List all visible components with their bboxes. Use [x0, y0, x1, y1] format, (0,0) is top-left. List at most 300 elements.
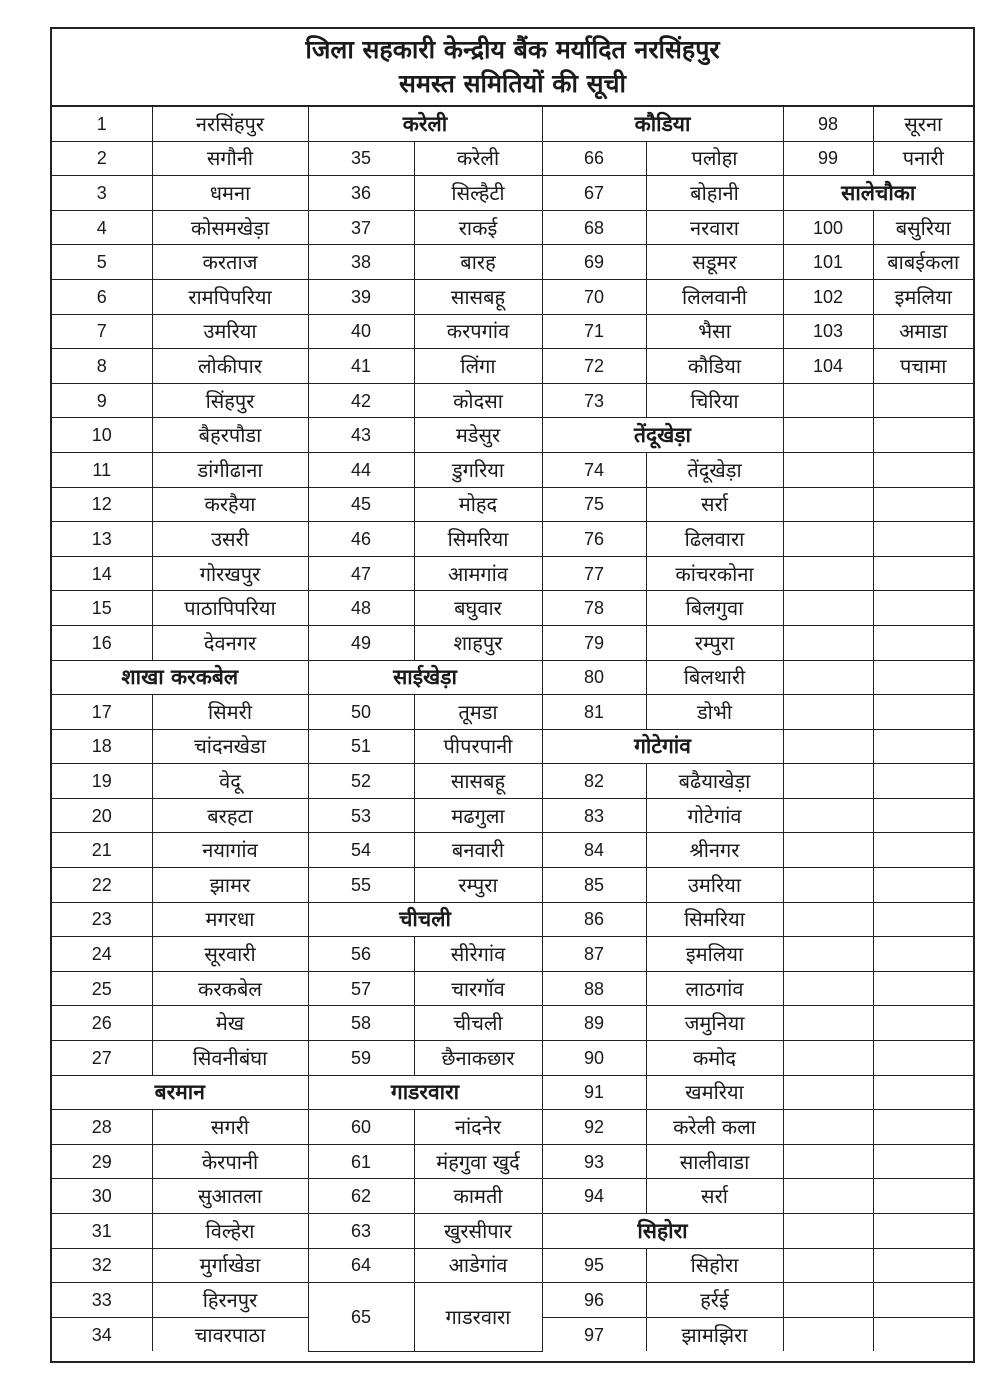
serial-number-cell: 47	[308, 556, 414, 591]
empty-cell	[783, 1214, 873, 1249]
empty-cell	[783, 1006, 873, 1041]
society-name-cell: खमरिया	[646, 1075, 783, 1110]
empty-cell	[783, 1110, 873, 1145]
serial-number-cell: 7	[52, 314, 152, 349]
society-name-cell: झामझिरा	[646, 1317, 783, 1351]
serial-number-cell: 6	[52, 279, 152, 314]
serial-number-cell: 78	[542, 591, 646, 626]
society-name-cell: तूमडा	[414, 695, 542, 730]
empty-cell	[783, 591, 873, 626]
society-name-cell: कमोद	[646, 1041, 783, 1076]
society-name-cell: गोटेगांव	[646, 798, 783, 833]
society-name-cell: सडूमर	[646, 245, 783, 280]
serial-number-cell: 89	[542, 1006, 646, 1041]
serial-number-cell: 66	[542, 141, 646, 176]
empty-cell	[873, 660, 973, 695]
branch-heading-cell: सिहोरा	[542, 1214, 783, 1249]
society-name-cell: चीचली	[414, 1006, 542, 1041]
society-name-cell: तेंदूखेड़ा	[646, 452, 783, 487]
empty-cell	[783, 487, 873, 522]
table-row	[52, 1075, 973, 1110]
empty-cell	[873, 695, 973, 730]
serial-number-cell: 87	[542, 937, 646, 972]
serial-number-cell: 11	[52, 452, 152, 487]
empty-cell	[873, 1144, 973, 1179]
society-name-cell: राकई	[414, 210, 542, 245]
empty-cell	[783, 833, 873, 868]
branch-heading-cell: करेली	[308, 107, 542, 141]
table-row	[52, 1214, 973, 1249]
serial-number-cell: 28	[52, 1110, 152, 1145]
serial-number-cell: 86	[542, 902, 646, 937]
society-name-cell: सिल्हैटी	[414, 176, 542, 211]
table-row	[52, 1179, 973, 1214]
serial-number-cell: 50	[308, 695, 414, 730]
empty-cell	[783, 1248, 873, 1283]
empty-cell	[783, 1317, 873, 1351]
society-name-cell: नरसिंहपुर	[152, 107, 308, 141]
table-row	[52, 1110, 973, 1145]
society-name-cell: कोसमखेड़ा	[152, 210, 308, 245]
serial-number-cell: 52	[308, 764, 414, 799]
table-row	[52, 418, 973, 453]
empty-cell	[873, 1110, 973, 1145]
serial-number-cell: 48	[308, 591, 414, 626]
empty-cell	[873, 1179, 973, 1214]
society-name-cell: करेली कला	[646, 1110, 783, 1145]
society-name-cell: बसुरिया	[873, 210, 973, 245]
society-name-cell: चारगॉव	[414, 971, 542, 1006]
society-name-cell: कोदसा	[414, 383, 542, 418]
serial-number-cell: 30	[52, 1179, 152, 1214]
document-title	[52, 29, 973, 107]
society-name-cell: सालीवाडा	[646, 1144, 783, 1179]
empty-cell	[873, 383, 973, 418]
serial-number-cell: 36	[308, 176, 414, 211]
serial-number-cell: 14	[52, 556, 152, 591]
table-row	[52, 937, 973, 972]
serial-number-cell: 83	[542, 798, 646, 833]
serial-number-cell: 56	[308, 937, 414, 972]
society-name-cell: सिहोरा	[646, 1248, 783, 1283]
empty-cell	[783, 522, 873, 557]
society-name-cell: रम्पुरा	[414, 868, 542, 903]
serial-number-cell: 74	[542, 452, 646, 487]
branch-heading-cell: बरमान	[52, 1075, 308, 1110]
serial-number-cell: 37	[308, 210, 414, 245]
serial-number-cell: 32	[52, 1248, 152, 1283]
society-name-cell: नांदनेर	[414, 1110, 542, 1145]
serial-number-cell: 76	[542, 522, 646, 557]
society-name-cell: मगरधा	[152, 902, 308, 937]
serial-number-cell: 9	[52, 383, 152, 418]
society-name-cell: आमगांव	[414, 556, 542, 591]
table-row	[52, 764, 973, 799]
serial-number-cell: 79	[542, 625, 646, 660]
society-name-cell: बिलथारी	[646, 660, 783, 695]
empty-cell	[873, 591, 973, 626]
branch-heading-cell: कौडिया	[542, 107, 783, 141]
society-name-cell: सिवनीबंघा	[152, 1041, 308, 1076]
table-row	[52, 1248, 973, 1283]
society-name-cell: पीपरपानी	[414, 729, 542, 764]
serial-number-cell: 77	[542, 556, 646, 591]
society-name-cell: सासबहू	[414, 279, 542, 314]
table-row	[52, 245, 973, 280]
serial-number-cell: 31	[52, 1214, 152, 1249]
empty-cell	[783, 971, 873, 1006]
society-name-cell: सगरी	[152, 1110, 308, 1145]
society-name-cell: करेली	[414, 141, 542, 176]
serial-number-cell: 84	[542, 833, 646, 868]
serial-number-cell: 33	[52, 1283, 152, 1318]
society-name-cell: उमरिया	[646, 868, 783, 903]
empty-cell	[873, 1283, 973, 1318]
society-name-cell: कांचरकोना	[646, 556, 783, 591]
society-name-cell: उसरी	[152, 522, 308, 557]
serial-number-cell: 93	[542, 1144, 646, 1179]
society-name-cell: सासबहू	[414, 764, 542, 799]
empty-cell	[783, 798, 873, 833]
empty-cell	[783, 1283, 873, 1318]
branch-heading-cell: शाखा करकबेल	[52, 660, 308, 695]
society-name-cell: नरवारा	[646, 210, 783, 245]
document-sheet	[50, 27, 975, 1363]
serial-number-cell: 16	[52, 625, 152, 660]
table-row	[52, 729, 973, 764]
serial-number-cell: 61	[308, 1144, 414, 1179]
serial-number-cell: 63	[308, 1214, 414, 1249]
serial-number-cell: 62	[308, 1179, 414, 1214]
serial-number-cell: 46	[308, 522, 414, 557]
empty-cell	[873, 487, 973, 522]
serial-number-cell: 85	[542, 868, 646, 903]
serial-number-cell: 92	[542, 1110, 646, 1145]
table-row	[52, 210, 973, 245]
empty-cell	[783, 729, 873, 764]
empty-cell	[783, 1144, 873, 1179]
serial-number-cell: 45	[308, 487, 414, 522]
society-name-cell: केरपानी	[152, 1144, 308, 1179]
society-name-cell: सूरना	[873, 107, 973, 141]
branch-heading-cell: गाडरवारा	[308, 1075, 542, 1110]
society-name-cell: मोहद	[414, 487, 542, 522]
society-name-cell: सुआतला	[152, 1179, 308, 1214]
serial-number-cell: 64	[308, 1248, 414, 1283]
table-row	[52, 868, 973, 903]
society-name-cell: बनवारी	[414, 833, 542, 868]
empty-cell	[873, 1214, 973, 1249]
serial-number-cell: 73	[542, 383, 646, 418]
society-name-cell: उमरिया	[152, 314, 308, 349]
society-name-cell: चावरपाठा	[152, 1317, 308, 1351]
empty-cell	[873, 764, 973, 799]
society-name-cell: देवनगर	[152, 625, 308, 660]
empty-cell	[873, 868, 973, 903]
society-name-cell: श्रीनगर	[646, 833, 783, 868]
empty-cell	[873, 1006, 973, 1041]
empty-cell	[873, 556, 973, 591]
society-name-cell: सर्रा	[646, 1179, 783, 1214]
empty-cell	[873, 937, 973, 972]
society-name-cell: ढिलवारा	[646, 522, 783, 557]
table-row	[52, 625, 973, 660]
society-name-cell: विल्हेरा	[152, 1214, 308, 1249]
society-name-cell: पनारी	[873, 141, 973, 176]
serial-number-cell: 72	[542, 349, 646, 384]
empty-cell	[873, 1041, 973, 1076]
society-name-cell: पलोहा	[646, 141, 783, 176]
serial-number-cell: 69	[542, 245, 646, 280]
empty-cell	[873, 833, 973, 868]
serial-number-cell: 24	[52, 937, 152, 972]
branch-heading-cell: तेंदूखेड़ा	[542, 418, 783, 453]
empty-cell	[783, 1041, 873, 1076]
serial-number-cell: 49	[308, 625, 414, 660]
serial-number-cell: 98	[783, 107, 873, 141]
table-body	[52, 107, 973, 1351]
empty-cell	[873, 729, 973, 764]
society-name-cell: चिरिया	[646, 383, 783, 418]
table-row	[52, 1006, 973, 1041]
serial-number-cell: 88	[542, 971, 646, 1006]
empty-cell	[873, 522, 973, 557]
serial-number-cell: 2	[52, 141, 152, 176]
table-row	[52, 383, 973, 418]
table-row	[52, 556, 973, 591]
table-row	[52, 487, 973, 522]
empty-cell	[873, 1317, 973, 1351]
society-name-cell: सीरेगांव	[414, 937, 542, 972]
society-name-cell: सिंहपुर	[152, 383, 308, 418]
society-name-cell: चांदनखेडा	[152, 729, 308, 764]
empty-cell	[783, 937, 873, 972]
society-name-cell: बरहटा	[152, 798, 308, 833]
table-row	[52, 833, 973, 868]
serial-number-cell: 80	[542, 660, 646, 695]
table-row	[52, 141, 973, 176]
empty-cell	[783, 1179, 873, 1214]
serial-number-cell: 60	[308, 1110, 414, 1145]
society-name-cell: सिमरिया	[646, 902, 783, 937]
society-name-cell: इमलिया	[873, 279, 973, 314]
serial-number-cell: 91	[542, 1075, 646, 1110]
serial-number-cell: 27	[52, 1041, 152, 1076]
society-name-cell: हर्रई	[646, 1283, 783, 1318]
empty-cell	[873, 418, 973, 453]
serial-number-cell: 75	[542, 487, 646, 522]
title-line-2: समस्त समितियों की सूची	[399, 69, 626, 98]
empty-cell	[873, 798, 973, 833]
serial-number-cell: 18	[52, 729, 152, 764]
serial-number-cell: 43	[308, 418, 414, 453]
serial-number-cell: 17	[52, 695, 152, 730]
branch-heading-cell: गोटेगांव	[542, 729, 783, 764]
table-row	[52, 695, 973, 730]
serial-number-cell: 23	[52, 902, 152, 937]
serial-number-cell: 100	[783, 210, 873, 245]
serial-number-cell: 67	[542, 176, 646, 211]
table-row	[52, 1041, 973, 1076]
serial-number-cell: 1	[52, 107, 152, 141]
empty-cell	[873, 902, 973, 937]
society-name-cell: डांगीढाना	[152, 452, 308, 487]
serial-number-cell: 51	[308, 729, 414, 764]
table-row	[52, 591, 973, 626]
serial-number-cell: 20	[52, 798, 152, 833]
society-name-cell: बिलगुवा	[646, 591, 783, 626]
empty-cell	[783, 418, 873, 453]
serial-number-cell: 22	[52, 868, 152, 903]
society-name-cell: लाठगांव	[646, 971, 783, 1006]
society-name-cell: लिंगा	[414, 349, 542, 384]
serial-number-cell: 97	[542, 1317, 646, 1351]
society-name-cell: बघुवार	[414, 591, 542, 626]
empty-cell	[783, 695, 873, 730]
serial-number-cell: 29	[52, 1144, 152, 1179]
society-name-cell: शाहपुर	[414, 625, 542, 660]
serial-number-cell: 57	[308, 971, 414, 1006]
society-name-cell: करताज	[152, 245, 308, 280]
serial-number-cell: 3	[52, 176, 152, 211]
society-name-cell: डोभी	[646, 695, 783, 730]
empty-cell	[783, 625, 873, 660]
serial-number-cell: 38	[308, 245, 414, 280]
empty-cell	[873, 452, 973, 487]
society-name-cell: सिमरिया	[414, 522, 542, 557]
society-name-cell: भैसा	[646, 314, 783, 349]
serial-number-cell: 26	[52, 1006, 152, 1041]
society-name-cell: अमाडा	[873, 314, 973, 349]
society-name-cell: कौडिया	[646, 349, 783, 384]
society-name-cell: बाबईकला	[873, 245, 973, 280]
serial-number-cell: 71	[542, 314, 646, 349]
branch-heading-cell: साईखेड़ा	[308, 660, 542, 695]
serial-number-cell: 96	[542, 1283, 646, 1318]
serial-number-cell: 103	[783, 314, 873, 349]
society-name-cell: सूरवारी	[152, 937, 308, 972]
society-name-cell: नयागांव	[152, 833, 308, 868]
society-name-cell: सर्रा	[646, 487, 783, 522]
society-name-cell: जमुनिया	[646, 1006, 783, 1041]
empty-cell	[783, 868, 873, 903]
society-name-cell: मंहगुवा खुर्द	[414, 1144, 542, 1179]
society-name-cell: करपगांव	[414, 314, 542, 349]
empty-cell	[783, 902, 873, 937]
empty-cell	[783, 764, 873, 799]
society-name-cell: आडेगांव	[414, 1248, 542, 1283]
serial-number-cell: 65	[308, 1283, 414, 1352]
table-row	[52, 902, 973, 937]
table-row	[52, 1144, 973, 1179]
serial-number-cell: 53	[308, 798, 414, 833]
society-name-cell: इमलिया	[646, 937, 783, 972]
society-name-cell: गोरखपुर	[152, 556, 308, 591]
society-name-cell: बारह	[414, 245, 542, 280]
serial-number-cell: 99	[783, 141, 873, 176]
serial-number-cell: 35	[308, 141, 414, 176]
society-name-cell: सिमरी	[152, 695, 308, 730]
society-name-cell: बढैयाखेड़ा	[646, 764, 783, 799]
serial-number-cell: 41	[308, 349, 414, 384]
serial-number-cell: 21	[52, 833, 152, 868]
table-row	[52, 176, 973, 211]
empty-cell	[783, 383, 873, 418]
society-name-cell: वेदू	[152, 764, 308, 799]
society-name-cell: करकबेल	[152, 971, 308, 1006]
serial-number-cell: 10	[52, 418, 152, 453]
society-name-cell: बैहरपौडा	[152, 418, 308, 453]
society-name-cell: मढगुला	[414, 798, 542, 833]
title-line-1: जिला सहकारी केन्द्रीय बैंक मर्यादित नरसिंहपुर	[305, 35, 720, 64]
serial-number-cell: 94	[542, 1179, 646, 1214]
serial-number-cell: 42	[308, 383, 414, 418]
serial-number-cell: 70	[542, 279, 646, 314]
table-row	[52, 660, 973, 695]
empty-cell	[783, 452, 873, 487]
serial-number-cell: 54	[308, 833, 414, 868]
serial-number-cell: 44	[308, 452, 414, 487]
serial-number-cell: 34	[52, 1317, 152, 1351]
society-name-cell: मुर्गाखेडा	[152, 1248, 308, 1283]
serial-number-cell: 12	[52, 487, 152, 522]
society-name-cell: रम्पुरा	[646, 625, 783, 660]
serial-number-cell: 55	[308, 868, 414, 903]
society-name-cell: गाडरवारा	[414, 1283, 542, 1352]
branch-heading-cell: चीचली	[308, 902, 542, 937]
empty-cell	[873, 971, 973, 1006]
society-name-cell: बोहानी	[646, 176, 783, 211]
serial-number-cell: 13	[52, 522, 152, 557]
serial-number-cell: 90	[542, 1041, 646, 1076]
serial-number-cell: 15	[52, 591, 152, 626]
empty-cell	[873, 1075, 973, 1110]
society-name-cell: पचामा	[873, 349, 973, 384]
serial-number-cell: 68	[542, 210, 646, 245]
serial-number-cell: 5	[52, 245, 152, 280]
society-name-cell: झामर	[152, 868, 308, 903]
society-name-cell: लिलवानी	[646, 279, 783, 314]
society-name-cell: लोकीपार	[152, 349, 308, 384]
society-name-cell: खुरसीपार	[414, 1214, 542, 1249]
empty-cell	[873, 1248, 973, 1283]
society-name-cell: छैनाकछार	[414, 1041, 542, 1076]
serial-number-cell: 40	[308, 314, 414, 349]
society-name-cell: मेख	[152, 1006, 308, 1041]
society-name-cell: करहैया	[152, 487, 308, 522]
society-name-cell: डुगरिया	[414, 452, 542, 487]
serial-number-cell: 58	[308, 1006, 414, 1041]
empty-cell	[783, 1075, 873, 1110]
branch-heading-cell: सालेचौका	[783, 176, 973, 211]
society-name-cell: मडेसुर	[414, 418, 542, 453]
societies-table	[52, 107, 973, 1352]
empty-cell	[783, 660, 873, 695]
table-row	[52, 314, 973, 349]
serial-number-cell: 19	[52, 764, 152, 799]
serial-number-cell: 101	[783, 245, 873, 280]
table-row	[52, 971, 973, 1006]
empty-cell	[873, 625, 973, 660]
society-name-cell: सगौनी	[152, 141, 308, 176]
serial-number-cell: 59	[308, 1041, 414, 1076]
serial-number-cell: 39	[308, 279, 414, 314]
serial-number-cell: 95	[542, 1248, 646, 1283]
serial-number-cell: 104	[783, 349, 873, 384]
serial-number-cell: 25	[52, 971, 152, 1006]
serial-number-cell: 8	[52, 349, 152, 384]
table-row	[52, 279, 973, 314]
